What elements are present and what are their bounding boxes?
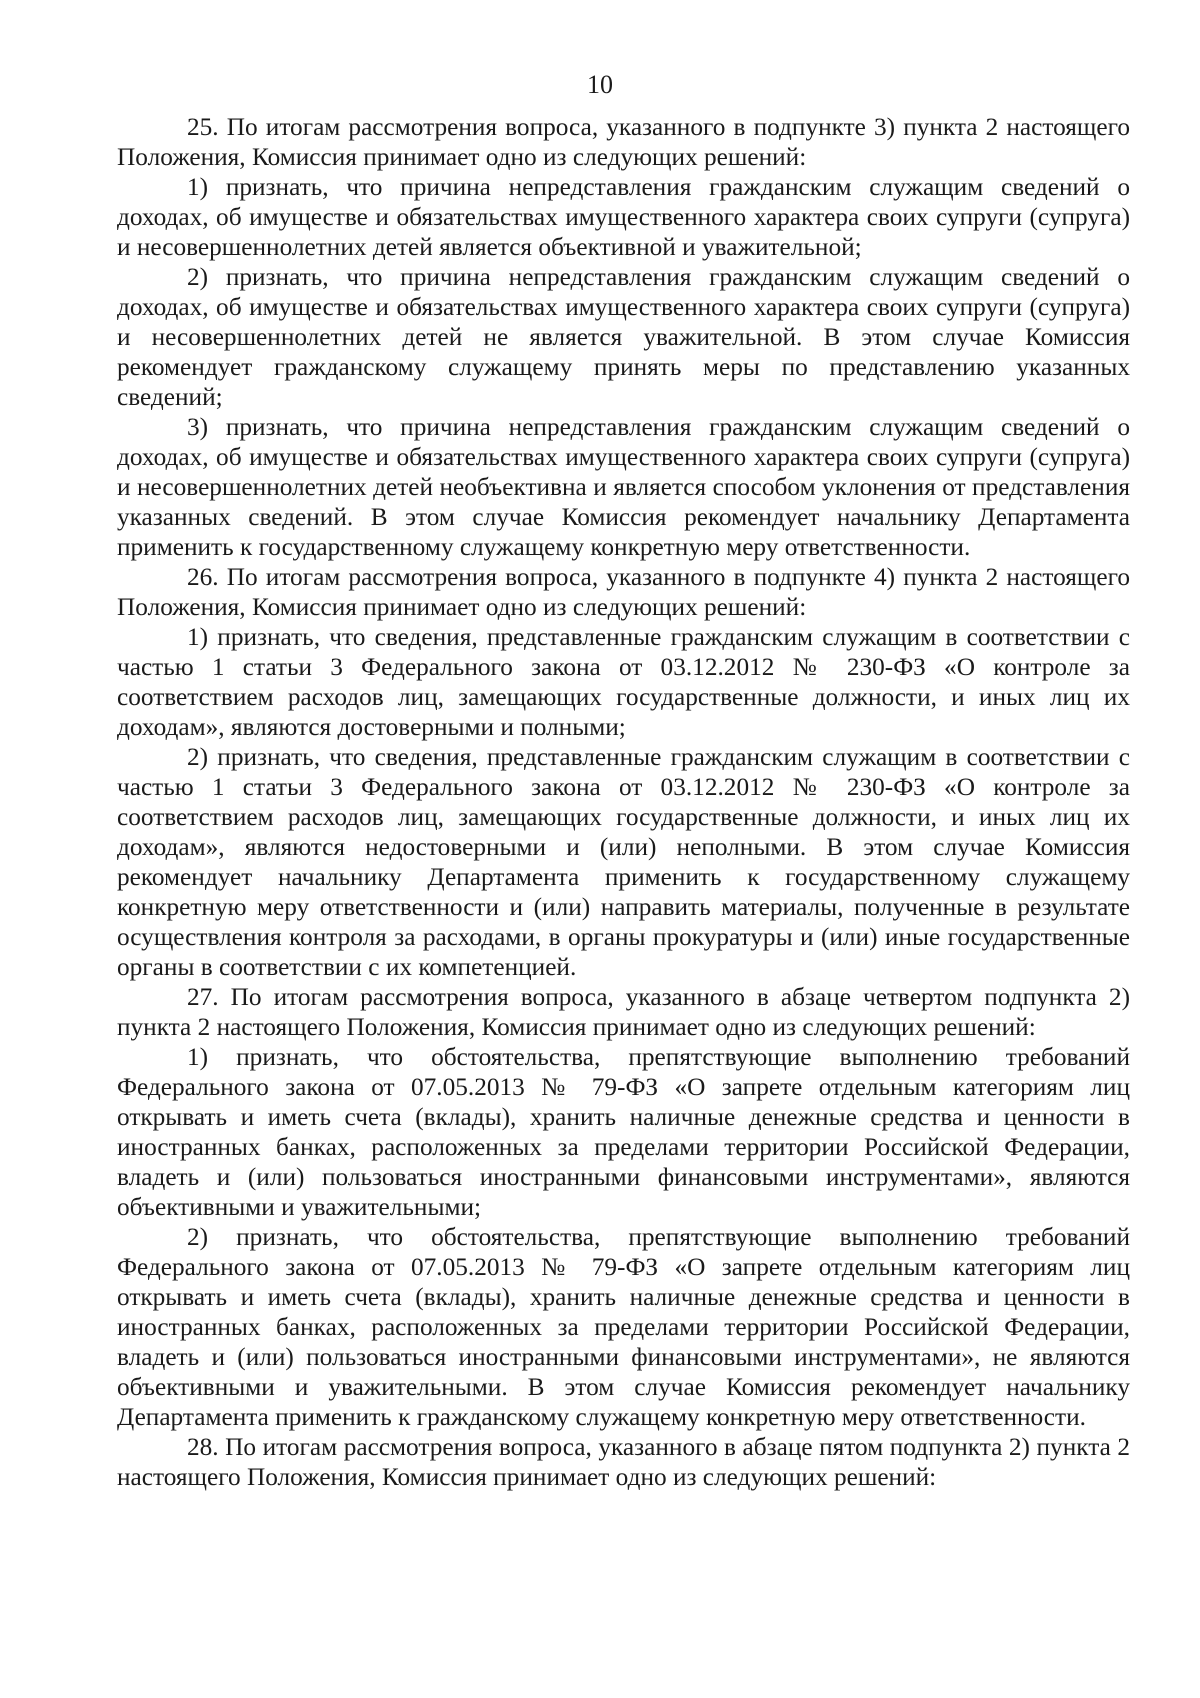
paragraph-26-item-2: 2) признать, что сведения, представленные гражданским служащим в соответствии с частью 1 статьи 3 Федерального закона от 03.12.2012 № 230-ФЗ «О контроле за соответствием расходов лиц, замещающих государственные должности, и иных лиц их доходам», являются недостоверными и (или) неполными. В этом случае Комиссия рекомендует начальнику Департамента применить к государственному служащему конкретную меру ответственности и (или) направить материалы, полученные в результате осуществления контроля за расходами, в органы прокуратуры и (или) иные государственные органы в соответствии с их компетенцией. bbox=[117, 743, 1130, 981]
paragraph-26-item-1: 1) признать, что сведения, представленные гражданским служащим в соответствии с частью 1 статьи 3 Федерального закона от 03.12.2012 № 230-ФЗ «О контроле за соответствием расходов лиц, замещающих государственные должности, и иных лиц их доходам», являются достоверными и полными; bbox=[117, 623, 1130, 741]
paragraph-25-item-2: 2) признать, что причина непредставления гражданским служащим сведений о доходах, об имуществе и обязательствах имущественного характера своих супруги (супруга) и несовершеннолетних детей не является уважительной. В этом случае Комиссия рекомендует гражданскому служащему принять меры по представлению указанных сведений; bbox=[117, 263, 1130, 411]
paragraph-25-item-3: 3) признать, что причина непредставления гражданским служащим сведений о доходах, об имуществе и обязательствах имущественного характера своих супруги (супруга) и несовершеннолетних детей необъективна и является способом уклонения от представления указанных сведений. В этом случае Комиссия рекомендует начальнику Департамента применить к государственному служащему конкретную меру ответственности. bbox=[117, 413, 1130, 561]
paragraph-26: 26. По итогам рассмотрения вопроса, указанного в подпункте 4) пункта 2 настоящего Положения, Комиссия принимает одно из следующих решений: bbox=[117, 563, 1130, 621]
document-body bbox=[117, 112, 1130, 1492]
paragraph-27: 27. По итогам рассмотрения вопроса, указанного в абзаце четвертом подпункта 2) пункта 2 настоящего Положения, Комиссия принимает одно из следующих решений: bbox=[117, 983, 1130, 1041]
paragraph-27-item-2: 2) признать, что обстоятельства, препятствующие выполнению требований Федерального закона от 07.05.2013 № 79-ФЗ «О запрете отдельным категориям лиц открывать и иметь счета (вклады), хранить наличные денежные средства и ценности в иностранных банках, расположенных за пределами территории Российской Федерации, владеть и (или) пользоваться иностранными финансовыми инструментами», не являются объективными и уважительными. В этом случае Комиссия рекомендует начальнику Департамента применить к гражданскому служащему конкретную меру ответственности. bbox=[117, 1223, 1130, 1431]
page-number: 10 bbox=[587, 70, 613, 99]
paragraph-28: 28. По итогам рассмотрения вопроса, указанного в абзаце пятом подпункта 2) пункта 2 настоящего Положения, Комиссия принимает одно из следующих решений: bbox=[117, 1433, 1130, 1491]
paragraph-25: 25. По итогам рассмотрения вопроса, указанного в подпункте 3) пункта 2 настоящего Положения, Комиссия принимает одно из следующих решений: bbox=[117, 113, 1130, 171]
paragraph-25-item-1: 1) признать, что причина непредставления гражданским служащим сведений о доходах, об имуществе и обязательствах имущественного характера своих супруги (супруга) и несовершеннолетних детей является объективной и уважительной; bbox=[117, 173, 1130, 261]
paragraph-27-item-1: 1) признать, что обстоятельства, препятствующие выполнению требований Федерального закона от 07.05.2013 № 79-ФЗ «О запрете отдельным категориям лиц открывать и иметь счета (вклады), хранить наличные денежные средства и ценности в иностранных банках, расположенных за пределами территории Российской Федерации, владеть и (или) пользоваться иностранными финансовыми инструментами», являются объективными и уважительными; bbox=[117, 1043, 1130, 1221]
